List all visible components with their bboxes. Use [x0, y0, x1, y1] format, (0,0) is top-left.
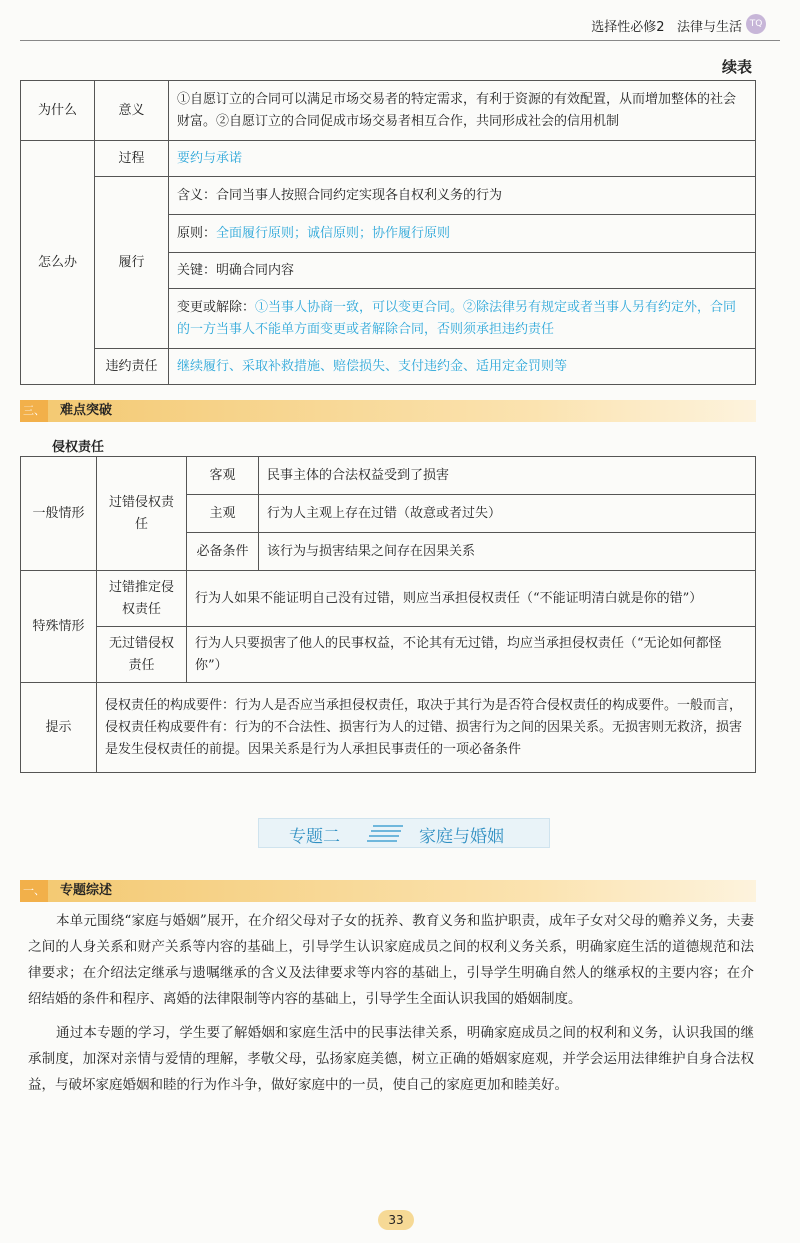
perform-key: 关键：明确合同内容 [169, 253, 756, 289]
tort-table [20, 456, 756, 773]
section-title: 难点突破 [60, 403, 113, 418]
perform-principle [169, 215, 756, 253]
header-badge-icon: TQ [746, 14, 766, 34]
overview-paragraph-1: 本单元围绕“家庭与婚姻”展开，在介绍父母对子女的抚养、教育义务和监护职责，成年子女对父母的赡养义务，夫妻之间的人身关系和财产关系等内容的基础上，引导学生认识家庭成员之间的权利义务关系，明确家庭生活的道德规范和法律要求；在介绍法定继承与遗嘱继承的含义及法律要求等内容的基础上，引导学生明确自然人的继承权的主要内容；在介绍结婚的条件和程序、离婚的法律限制等内容的基础上，引导学生全面认识我国的婚姻制度。 [28, 913, 754, 1007]
principle-prefix: 原则： [177, 225, 217, 241]
tip-label: 提示 [21, 683, 97, 773]
section-number: 三、 [20, 400, 48, 422]
topic-label: 专题二 [289, 827, 340, 847]
principle-text: 全面履行原则；诚信原则；协作履行原则 [216, 225, 451, 241]
section-band-overview [20, 880, 756, 902]
contract-table [20, 80, 756, 385]
section-title-1: 专题综述 [60, 883, 113, 898]
objective-label: 客观 [187, 457, 259, 495]
topic-stripes-icon [367, 823, 407, 843]
header-rule [20, 40, 780, 41]
book-title: 选择性必修2 [591, 20, 665, 35]
page-number: 33 [378, 1210, 414, 1230]
meaning-label: 意义 [95, 81, 169, 141]
topic-banner [258, 818, 550, 848]
required-text: 该行为与损害结果之间存在因果关系 [259, 533, 756, 571]
nofault-text: 行为人只要损害了他人的民事权益，不论其有无过错，均应当承担侵权责任（“无论如何都怪你”） [187, 627, 756, 683]
change-text: ①当事人协商一致，可以变更合同。②除法律另有规定或者当事人另有约定外，合同的一方当事人不能单方面变更或者解除合同，否则须承担违约责任 [177, 299, 737, 337]
topic-title: 家庭与婚姻 [419, 827, 504, 847]
tip-text: 侵权责任的构成要件：行为人是否应当承担侵权责任，取决于其行为是否符合侵权责任的构成要件。一般而言，侵权责任构成要件有：行为的不合法性、损害行为人的过错、损害行为之间的因果关系。无损害则无救济，损害是发生侵权责任的前提。因果关系是行为人承担民事责任的一项必备条件 [97, 683, 756, 773]
general-cell: 一般情形 [21, 457, 97, 571]
perform-change [169, 289, 756, 349]
why-cell: 为什么 [21, 81, 95, 141]
subjective-label: 主观 [187, 495, 259, 533]
section-subtitle: 侵权责任 [52, 440, 105, 455]
objective-text: 民事主体的合法权益受到了损害 [259, 457, 756, 495]
presumed-text: 行为人如果不能证明自己没有过错，则应当承担侵权责任（“不能证明清白就是你的错”） [187, 571, 756, 627]
special-cell: 特殊情形 [21, 571, 97, 683]
breach-text: 继续履行、采取补救措施、赔偿损失、支付违约金、适用定金罚则等 [169, 349, 756, 385]
required-label: 必备条件 [187, 533, 259, 571]
section-band-difficult [20, 400, 756, 422]
meaning-text: ①自愿订立的合同可以满足市场交易者的特定需求，有利于资源的有效配置，从而增加整体的社会财富。②自愿订立的合同促成市场交易者相互合作，共同形成社会的信用机制 [169, 81, 756, 141]
nofault-label: 无过错侵权责任 [97, 627, 187, 683]
fault-cell: 过错侵权责任 [97, 457, 187, 571]
breach-label: 违约责任 [95, 349, 169, 385]
subjective-text: 行为人主观上存在过错（故意或者过失） [259, 495, 756, 533]
process-label: 过程 [95, 141, 169, 177]
section-number-1: 一、 [20, 880, 48, 902]
process-text: 要约与承诺 [169, 141, 756, 177]
change-prefix: 变更或解除： [177, 299, 256, 315]
running-header [591, 16, 742, 35]
perform-meaning: 含义：合同当事人按照合同约定实现各自权利义务的行为 [169, 177, 756, 215]
continued-label: 续表 [721, 58, 752, 76]
overview-paragraph-2: 通过本专题的学习，学生要了解婚姻和家庭生活中的民事法律关系，明确家庭成员之间的权利和义务，认识我国的继承制度，加深对亲情与爱情的理解，孝敬父母，弘扬家庭美德，树立正确的婚姻家庭观，并学会运用法律维护自身合法权益，与破坏家庭婚姻和睦的行为作斗争，做好家庭中的一员，使自己的家庭更加和睦美好。 [28, 1025, 754, 1093]
how-cell: 怎么办 [21, 141, 95, 385]
presumed-label: 过错推定侵权责任 [97, 571, 187, 627]
subject-title: 法律与生活 [676, 20, 742, 35]
perform-label: 履行 [95, 177, 169, 349]
